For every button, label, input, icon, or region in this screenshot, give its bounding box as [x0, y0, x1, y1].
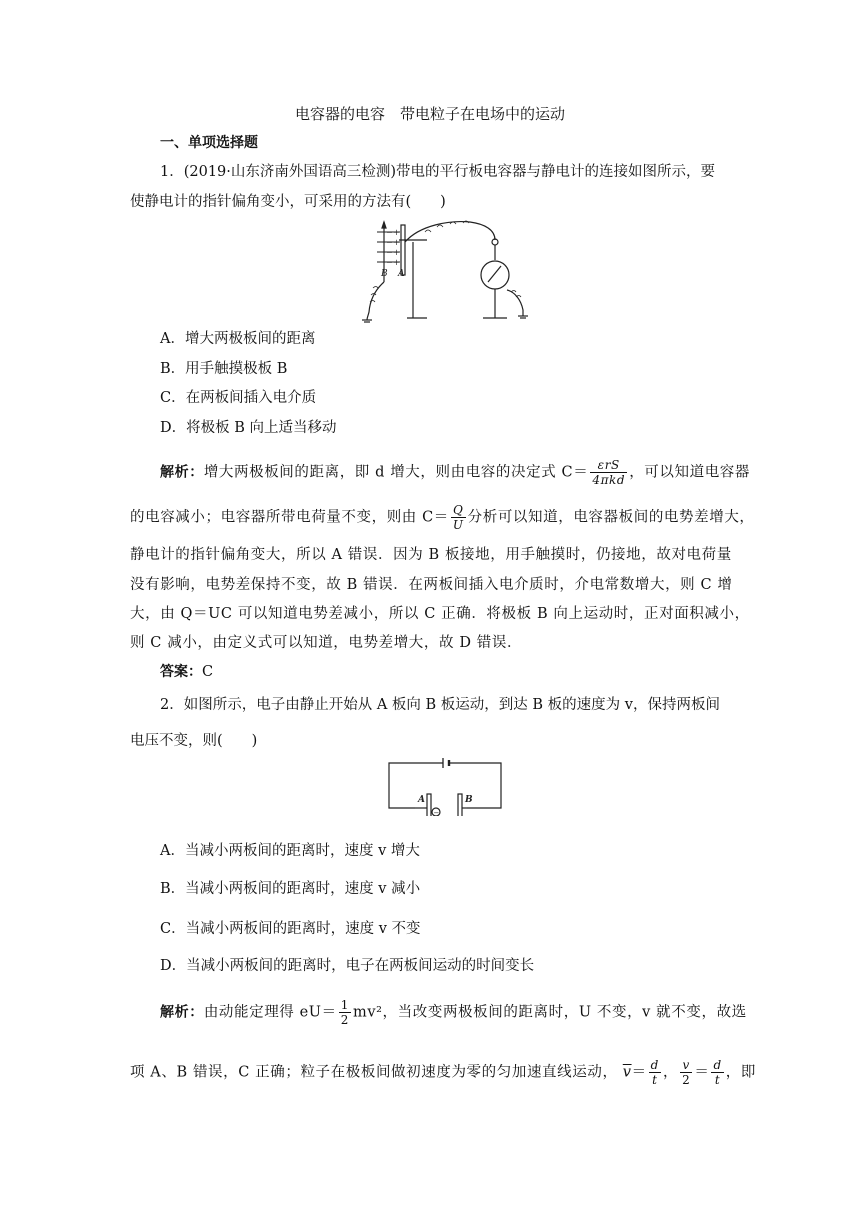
capacitance-formula: $\frac{\text{εrS}}{\text{4πkd}}$ — [592, 458, 626, 487]
q1-analysis-line2: 的电容减小；电容器所带电荷量不变，则由 C＝ $\frac{Q}{U}$ 分析可以知道，电容器板间的电势差增大， — [130, 503, 755, 532]
q2-analysis-line1: 解析：由动能定理得 eU＝ $\frac{1}{2}$ mv²，当改变两极板间的距离时，U 不变，v 就不变，故选 — [160, 998, 747, 1027]
q1-stem-line2: 使静电计的指针偏角变小，可采用的方法有( ) — [130, 194, 446, 210]
label-a: A — [418, 795, 425, 805]
answer-value: C — [202, 664, 214, 680]
q2-stem-line2: 电压不变，则( ) — [130, 733, 258, 749]
q2-stem-line1: 2．如图所示，电子由静止开始从 A 板向 B 板运动，到达 B 板的速度为 v，保持两板间 — [160, 697, 720, 713]
plate-b — [458, 794, 462, 816]
circuit-wire-right — [449, 763, 501, 808]
definition-formula: $\frac{Q}{U}$ — [452, 503, 464, 532]
q1-option-c: C．在两板间插入电介质 — [160, 390, 317, 406]
q2-circuit-figure — [385, 758, 505, 816]
answer-label: 答案： — [160, 664, 202, 680]
ground-wire-electrometer — [507, 290, 523, 316]
q1-option-a: A．增大两极板间的距离 — [160, 331, 316, 347]
svg-text:−: − — [386, 228, 393, 237]
q1-analysis-line4: 没有影响，电势差保持不变，故 B 错误．在两板间插入电介质时，介电常数增大，则 C 增 — [130, 577, 733, 593]
svg-text:−: − — [386, 248, 393, 257]
q2-analysis-line2: 项 A、B 错误，C 正确；粒子在极板间做初速度为零的匀加速直线运动， $\overline{v}=$ $\frac{d}{t}$ ， $\frac{v}{2}$ ＝ $\frac{d}{t}$ ，即 — [130, 1058, 756, 1087]
analysis-text: 增大两极板间的距离，即 d 增大，则由电容的决定式 C＝ — [203, 464, 589, 481]
v-over-2-formula: $\frac{v}{2}$ — [682, 1058, 691, 1087]
section-heading: 一、单项选择题 — [160, 135, 258, 151]
svg-text:+: + — [393, 238, 400, 247]
svg-text:+: + — [393, 248, 400, 257]
average-velocity: $\overline{v}$ — [622, 1064, 632, 1081]
q1-analysis-line3: 静电计的指针偏角变大，所以 A 错误．因为 B 板接地，用手触摸时，仍接地，故对电荷量 — [130, 547, 732, 563]
svg-text:−: − — [386, 238, 393, 247]
page-title: 电容器的电容 带电粒子在电场中的运动 — [294, 105, 565, 123]
positive-charges — [393, 228, 400, 267]
plate-a — [427, 794, 431, 816]
electron-sign: − — [433, 809, 440, 816]
q1-analysis-line5: 大，由 Q＝UC 可以知道电势差减小，所以 C 正确．将极板 B 向上运动时，正对面积减小， — [130, 606, 750, 622]
ground-wire-b — [367, 282, 384, 320]
label-a: A — [398, 269, 405, 279]
plate-a — [401, 225, 405, 275]
q2-option-b: B．当减小两板间的距离时，速度 v 减小 — [160, 881, 421, 897]
q1-stem-line1: 1．(2019·山东济南外国语高三检测)带电的平行板电容器与静电计的连接如图所示，要 — [160, 164, 716, 180]
svg-text:−: − — [386, 258, 393, 267]
q2-option-c: C．当减小两板间的距离时，速度 v 不变 — [160, 921, 421, 937]
q1-answer — [160, 662, 213, 682]
label-b: B — [381, 269, 388, 279]
q1-analysis-line6: 则 C 减小，由定义式可以知道，电势差增大，故 D 错误． — [130, 635, 523, 651]
analysis-label: 解析： — [160, 1004, 204, 1021]
q1-capacitor-electrometer-figure — [355, 220, 530, 325]
analysis-text-end: ，可以知道电容器 — [629, 464, 751, 481]
q2-option-d: D．当减小两板间的距离时，电子在两板间运动的时间变长 — [160, 958, 535, 974]
circuit-wire-left — [389, 763, 443, 808]
half-formula: $\frac{1}{2}$ — [340, 998, 349, 1027]
d-over-t-formula-2: $\frac{d}{t}$ — [713, 1058, 722, 1087]
electrometer-needle — [488, 266, 501, 282]
negative-charges — [386, 228, 393, 267]
electrometer-case — [481, 261, 509, 289]
analysis-label: 解析： — [160, 464, 204, 481]
q1-analysis-line1 — [160, 458, 750, 487]
svg-text:+: + — [393, 258, 400, 267]
q2-option-a: A．当减小两板间的距离时，速度 v 增大 — [160, 843, 420, 859]
connecting-wire — [405, 222, 495, 242]
d-over-t-formula: $\frac{d}{t}$ — [650, 1058, 659, 1087]
q1-option-b: B．用手触摸极板 B — [160, 361, 288, 377]
q1-option-d: D．将极板 B 向上适当移动 — [160, 420, 337, 436]
label-b: B — [465, 795, 473, 805]
svg-text:+: + — [393, 228, 400, 237]
